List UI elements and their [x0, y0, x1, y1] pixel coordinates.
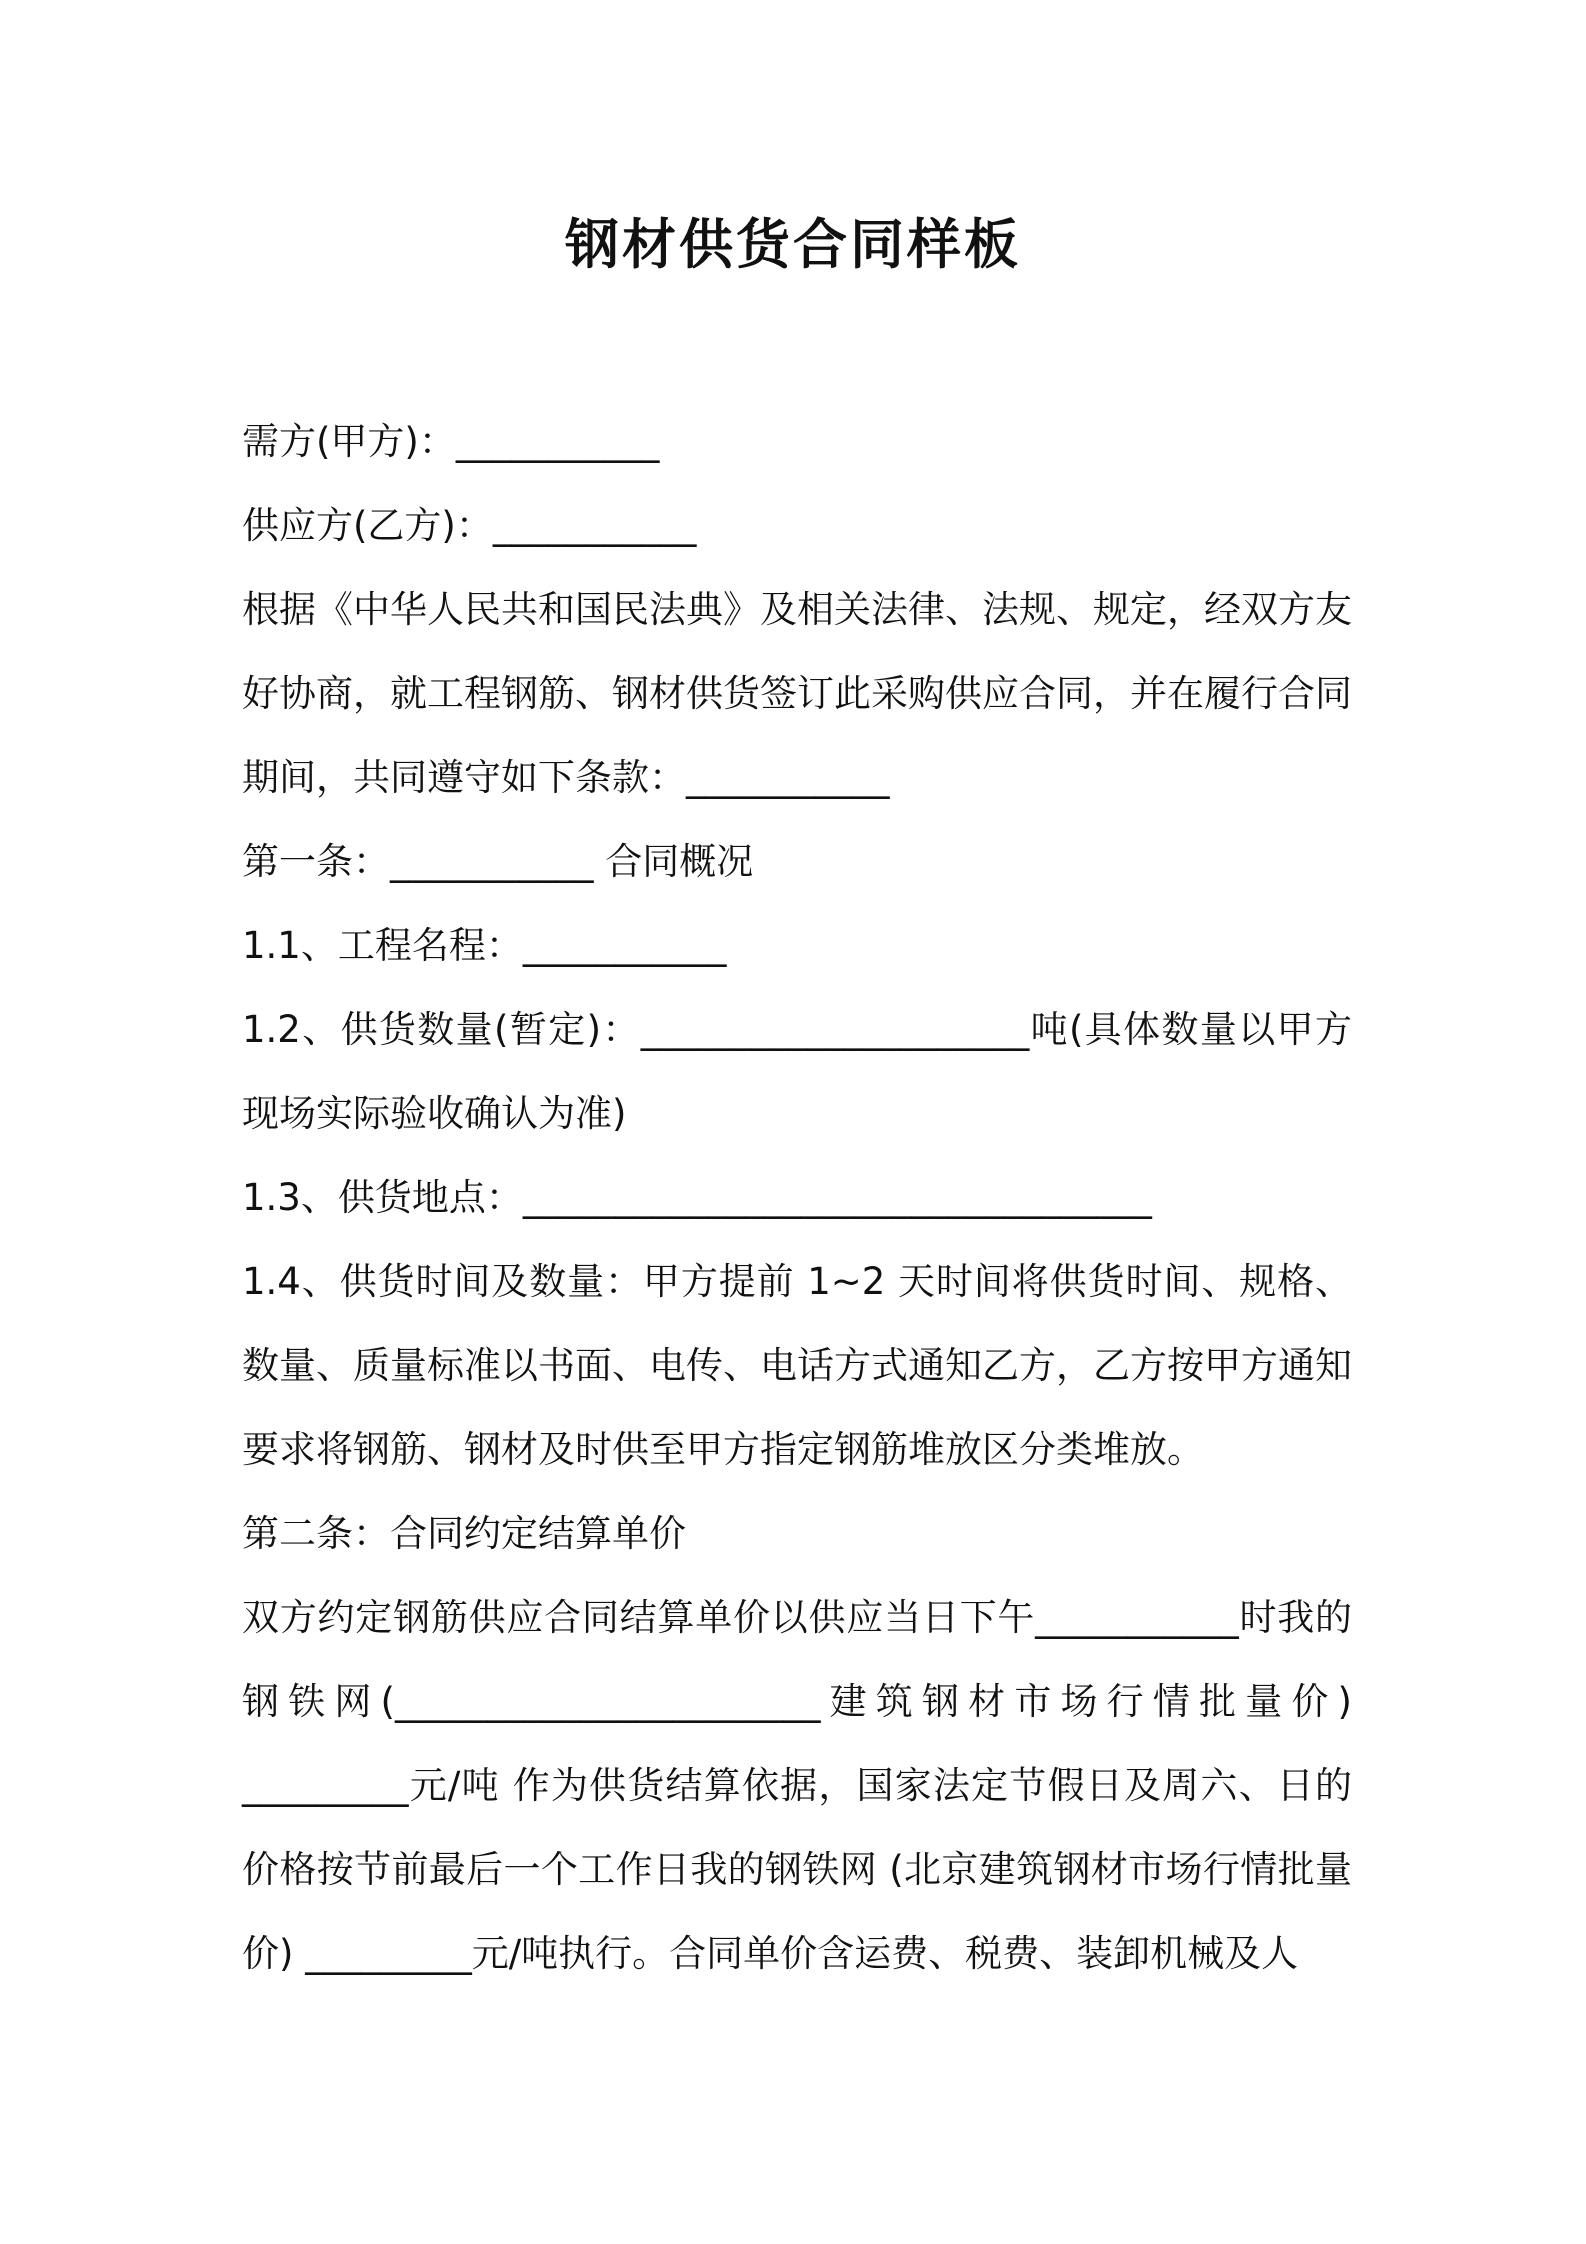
clause-1-1: 1.1、工程名程：___________ — [242, 924, 727, 967]
party-b-line: 供应方(乙方)：___________ — [242, 504, 697, 547]
party-a-line: 需方(甲方)：___________ — [242, 420, 660, 463]
clause-1-2: 1.2、供货数量(暂定)：_____________________吨(具体数量以甲方现场实际验收确认为准) — [242, 1008, 1352, 1135]
document-body — [242, 400, 1352, 1996]
article-2-heading: 第二条：合同约定结算单价 — [242, 1512, 686, 1555]
clause-1-3: 1.3、供货地点：__________________________________ — [242, 1176, 1152, 1219]
document-title: 钢材供货合同样板 — [565, 213, 1021, 276]
article-1-heading: 第一条：___________ 合同概况 — [242, 840, 754, 883]
clause-1-4: 1.4、供货时间及数量：甲方提前 1~2 天时间将供货时间、规格、数量、质量标准以书面、电传、电话方式通知乙方，乙方按甲方通知要求将钢筋、钢材及时供至甲方指定钢筋堆放区分类堆放。 — [242, 1260, 1352, 1471]
preamble-paragraph: 根据《中华人民共和国民法典》及相关法律、法规、规定，经双方友好协商，就工程钢筋、钢材供货签订此采购供应合同，并在履行合同期间，共同遵守如下条款：___________ — [242, 588, 1352, 799]
article-2-paragraph: 双方约定钢筋供应合同结算单价以供应当日下午___________时我的钢铁网(_______________________建筑钢材市场行情批量价) _________元/吨 作为供货结算依据，国家法定节假日及周六、日的价格按节前最后一个工作日我的钢铁网 (北京建筑钢材市场行情批量价) _________元/吨执行。合同单价含运费、税费、装卸机械及人 — [242, 1596, 1352, 1975]
